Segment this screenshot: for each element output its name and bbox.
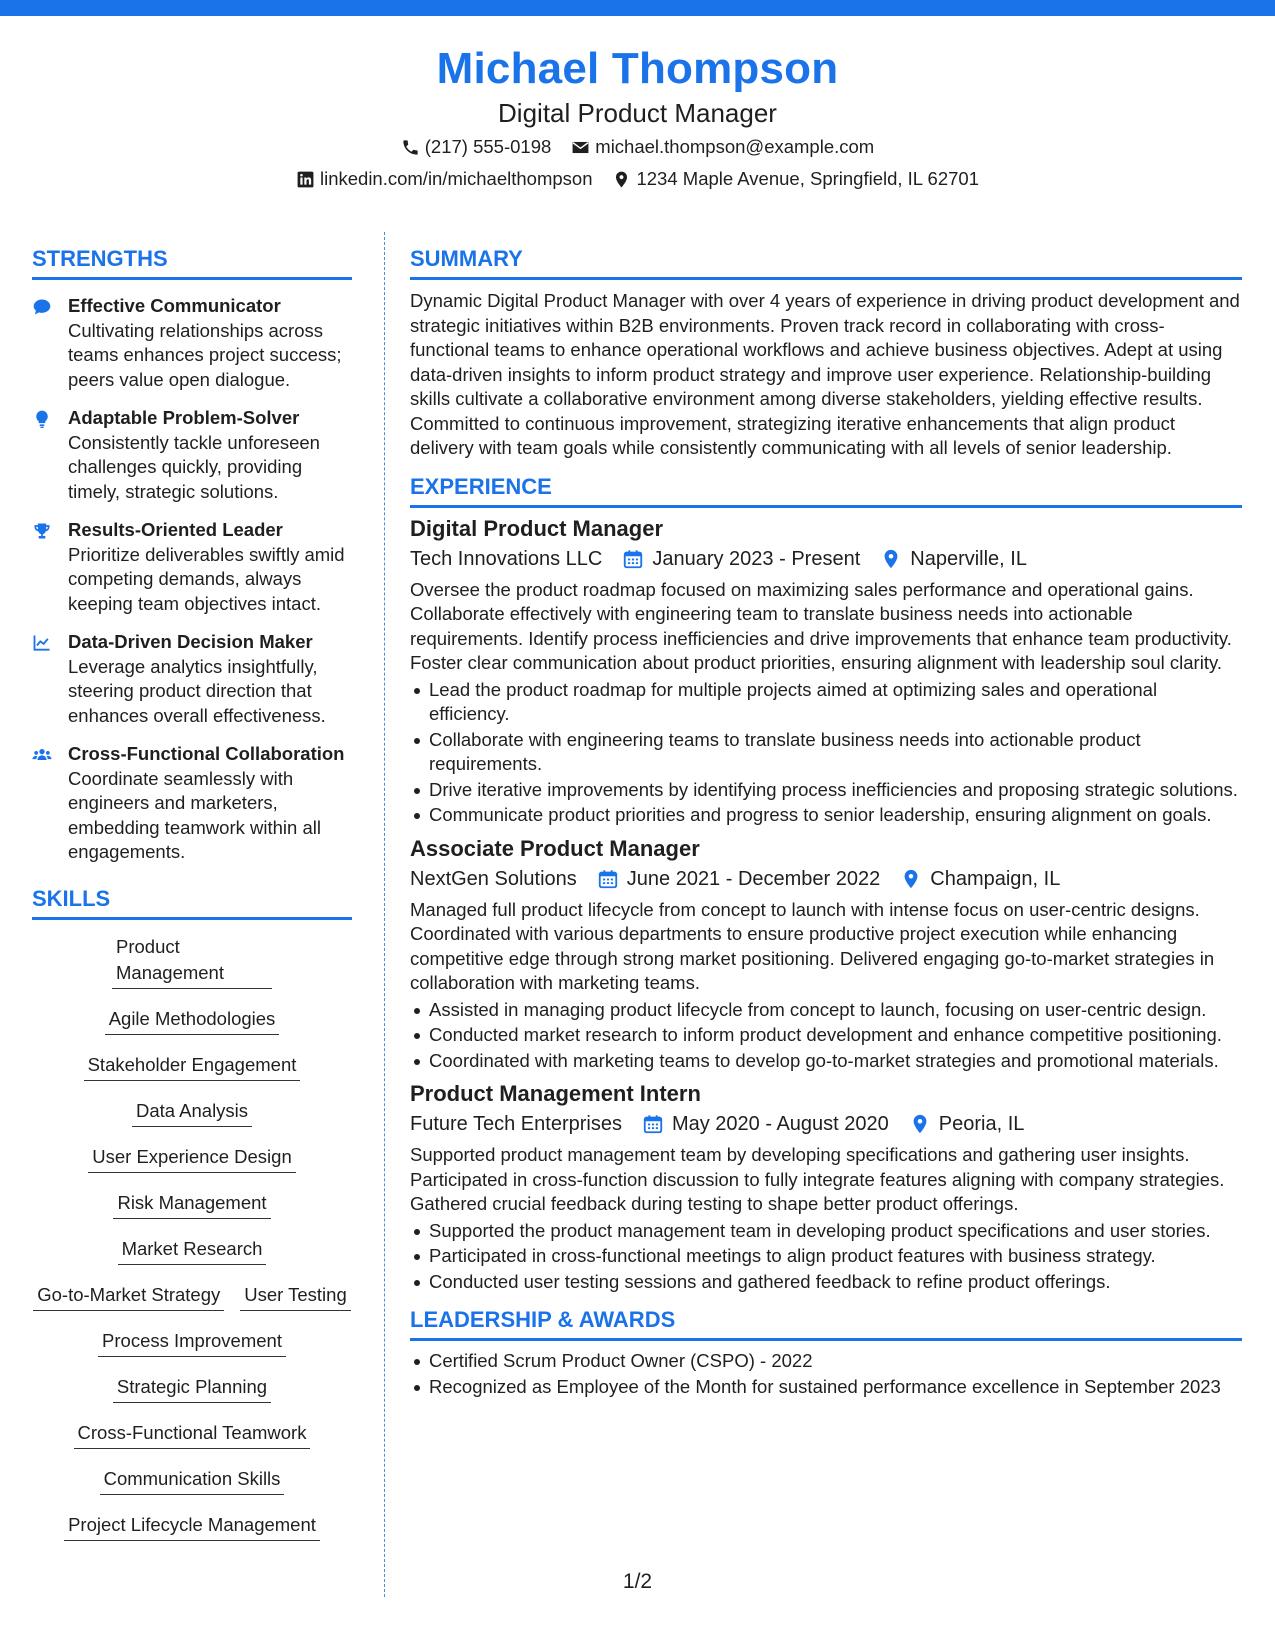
job-bullets xyxy=(410,1219,1242,1295)
job-description: Managed full product lifecycle from concept to launch with intense focus on user-centric designs. Coordinated with various departments to ensure productive project execution while enhancing competitive edge through strong market positioning. Delivered engaging go-to-market strategies in collaboration with marketing teams. xyxy=(410,898,1215,993)
calendar-icon xyxy=(597,868,619,890)
job-entry xyxy=(410,514,1242,828)
job-bullet: Coordinated with marketing teams to develop go-to-market strategies and promotional materials. xyxy=(410,1049,1242,1074)
job-description: Oversee the product roadmap focused on maximizing sales performance and operational gains. Collaborate effectively with engineering team to translate business needs into actionable requirements. Identify process inefficiencies and drive improvements that enhance team productivity. Foster clear communication about product priorities, ensuring alignment with leadership soul clarity. xyxy=(410,578,1232,673)
trophy-icon xyxy=(32,521,52,541)
job-meta xyxy=(410,864,1242,894)
summary-heading: SUMMARY xyxy=(410,245,1242,280)
job-company: NextGen Solutions xyxy=(410,867,577,890)
right-column xyxy=(410,245,1242,1400)
phone-contact xyxy=(401,132,552,162)
strength-name: Cross-Functional Collaboration xyxy=(68,743,345,764)
job-dates: January 2023 - Present xyxy=(652,547,861,570)
strength-desc: Cultivating relationships across teams enhances project success; peers value open dialogue. xyxy=(68,319,342,390)
location-pin-icon xyxy=(909,1113,931,1135)
contact-row-2 xyxy=(0,164,1275,194)
skills-heading: SKILLS xyxy=(32,885,352,920)
skill-tag: Cross-Functional Teamwork xyxy=(74,1418,311,1449)
linkedin-text[interactable]: linkedin.com/in/michaelthompson xyxy=(319,168,593,189)
skill-tag: Product Management xyxy=(112,932,272,989)
chat-bubble-icon xyxy=(32,297,52,317)
job-bullets xyxy=(410,998,1242,1074)
job-bullets xyxy=(410,678,1242,828)
strengths-heading: STRENGTHS xyxy=(32,245,352,280)
job-description: Supported product management team by developing specifications and gathering user insights. Participated in cross-function discussion to fully integrate features aligning with company strategies. Gathered crucial feedback during testing to shape better product offerings. xyxy=(410,1144,1225,1214)
linkedin-contact xyxy=(296,164,593,194)
job-title: Associate Product Manager xyxy=(410,835,700,861)
column-divider xyxy=(384,232,385,1597)
page-number: 1/2 xyxy=(622,1570,653,1593)
strength-name: Effective Communicator xyxy=(68,295,281,316)
skill-tag: User Experience Design xyxy=(88,1142,295,1173)
strength-item xyxy=(32,630,352,728)
strengths-list xyxy=(32,294,352,865)
map-pin-icon xyxy=(612,170,631,189)
phone-icon xyxy=(401,138,420,157)
job-location: Champaign, IL xyxy=(930,867,1061,890)
job-bullet: Conducted market research to inform product development and enhance competitive positioning. xyxy=(410,1023,1242,1048)
envelope-icon xyxy=(571,138,590,157)
job-bullet: Assisted in managing product lifecycle from concept to launch, focusing on user-centric design. xyxy=(410,998,1242,1023)
left-column xyxy=(32,245,352,1556)
job-bullet: Conducted user testing sessions and gathered feedback to refine product offerings. xyxy=(410,1270,1242,1295)
job-meta xyxy=(410,544,1242,574)
email-contact xyxy=(571,132,874,162)
top-accent-bar xyxy=(0,0,1275,16)
skill-tag: Risk Management xyxy=(113,1188,270,1219)
job-bullet: Collaborate with engineering teams to translate business needs into actionable product requirements. xyxy=(410,728,1242,777)
skill-tag: Data Analysis xyxy=(132,1096,252,1127)
strength-desc: Consistently tackle unforeseen challenges quickly, providing timely, strategic solutions. xyxy=(68,431,320,502)
resume-header xyxy=(0,42,1275,194)
job-company: Future Tech Enterprises xyxy=(410,1113,622,1135)
job-company: Tech Innovations LLC xyxy=(410,547,603,570)
strength-name: Results-Oriented Leader xyxy=(68,519,283,540)
strength-item xyxy=(32,294,352,392)
skill-tag: Agile Methodologies xyxy=(105,1004,280,1035)
job-bullet: Lead the product roadmap for multiple projects aimed at optimizing sales and operational efficiency. xyxy=(410,678,1242,727)
job-title: Product Management Intern xyxy=(410,1081,701,1106)
strength-name: Adaptable Problem-Solver xyxy=(68,407,300,428)
location-pin-icon xyxy=(900,868,922,890)
job-bullet: Participated in cross-functional meetings to align product features with business strategy. xyxy=(410,1244,1242,1269)
awards-heading: LEADERSHIP & AWARDS xyxy=(410,1306,1242,1341)
skill-tag: Go-to-Market Strategy xyxy=(33,1280,224,1311)
job-entry xyxy=(410,1079,1242,1294)
contact-row-1 xyxy=(0,132,1275,162)
calendar-icon xyxy=(622,548,644,570)
users-icon xyxy=(32,745,52,765)
job-dates: May 2020 - August 2020 xyxy=(671,1113,889,1135)
phone-text[interactable]: (217) 555-0198 xyxy=(424,136,552,157)
address-contact xyxy=(612,164,979,194)
job-location: Naperville, IL xyxy=(910,547,1027,570)
line-chart-icon xyxy=(32,633,52,653)
job-title: Digital Product Manager xyxy=(410,515,664,541)
job-entry xyxy=(410,834,1242,1074)
job-dates: June 2021 - December 2022 xyxy=(626,867,881,890)
email-text[interactable]: michael.thompson@example.com xyxy=(595,136,875,157)
award-item: Certified Scrum Product Owner (CSPO) - 2022 xyxy=(410,1349,1242,1374)
skill-tag: Strategic Planning xyxy=(113,1372,271,1403)
strength-desc: Prioritize deliverables swiftly amid competing demands, always keeping team objectives intact. xyxy=(68,543,345,614)
skills-list xyxy=(32,932,352,1556)
candidate-name: Michael Thompson xyxy=(436,44,839,93)
skill-tag: Process Improvement xyxy=(98,1326,286,1357)
job-location: Peoria, IL xyxy=(938,1113,1025,1135)
experience-heading: EXPERIENCE xyxy=(410,473,1242,508)
strength-desc: Leverage analytics insightfully, steering product direction that enhances overall effectiveness. xyxy=(68,655,326,726)
job-bullet: Communicate product priorities and progress to senior leadership, ensuring alignment on goals. xyxy=(410,803,1242,828)
skill-tag: User Testing xyxy=(240,1280,350,1311)
strength-item xyxy=(32,406,352,504)
awards-list xyxy=(410,1349,1242,1399)
skill-tag: Project Lifecycle Management xyxy=(64,1510,320,1541)
calendar-icon xyxy=(642,1113,664,1135)
lightbulb-icon xyxy=(32,409,52,429)
skill-tag: Communication Skills xyxy=(100,1464,285,1495)
candidate-title: Digital Product Manager xyxy=(498,98,777,128)
job-bullet: Drive iterative improvements by identifying process inefficiencies and proposing strategic solutions. xyxy=(410,778,1242,803)
location-pin-icon xyxy=(880,548,902,570)
skill-tag: Stakeholder Engagement xyxy=(84,1050,301,1081)
address-text: 1234 Maple Avenue, Springfield, IL 62701 xyxy=(636,168,979,189)
strength-name: Data-Driven Decision Maker xyxy=(68,631,313,652)
linkedin-icon xyxy=(296,170,315,189)
job-meta xyxy=(410,1109,1242,1139)
summary-text: Dynamic Digital Product Manager with over 4 years of experience in driving product development and strategic initiatives within B2B environments. Proven track record in collaborating with cross-functional teams to enhance operational workflows and achieve business objectives. Adept at using data-driven insights to inform product strategy and improve user experience. Relationship-building skills cultivate a collaborative environment among diverse stakeholders, yielding effective results. Committed to continuous improvement, strategizing iterative enhancements that align product delivery with team goals while consistently communicating with all levels of senior leadership. xyxy=(410,290,1240,458)
job-bullet: Supported the product management team in developing product specifications and user stories. xyxy=(410,1219,1242,1244)
award-item: Recognized as Employee of the Month for sustained performance excellence in September 2023 xyxy=(410,1375,1242,1400)
strength-desc: Coordinate seamlessly with engineers and marketers, embedding teamwork within all engagements. xyxy=(68,767,321,862)
strength-item xyxy=(32,742,352,865)
strength-item xyxy=(32,518,352,616)
skill-tag: Market Research xyxy=(118,1234,267,1265)
